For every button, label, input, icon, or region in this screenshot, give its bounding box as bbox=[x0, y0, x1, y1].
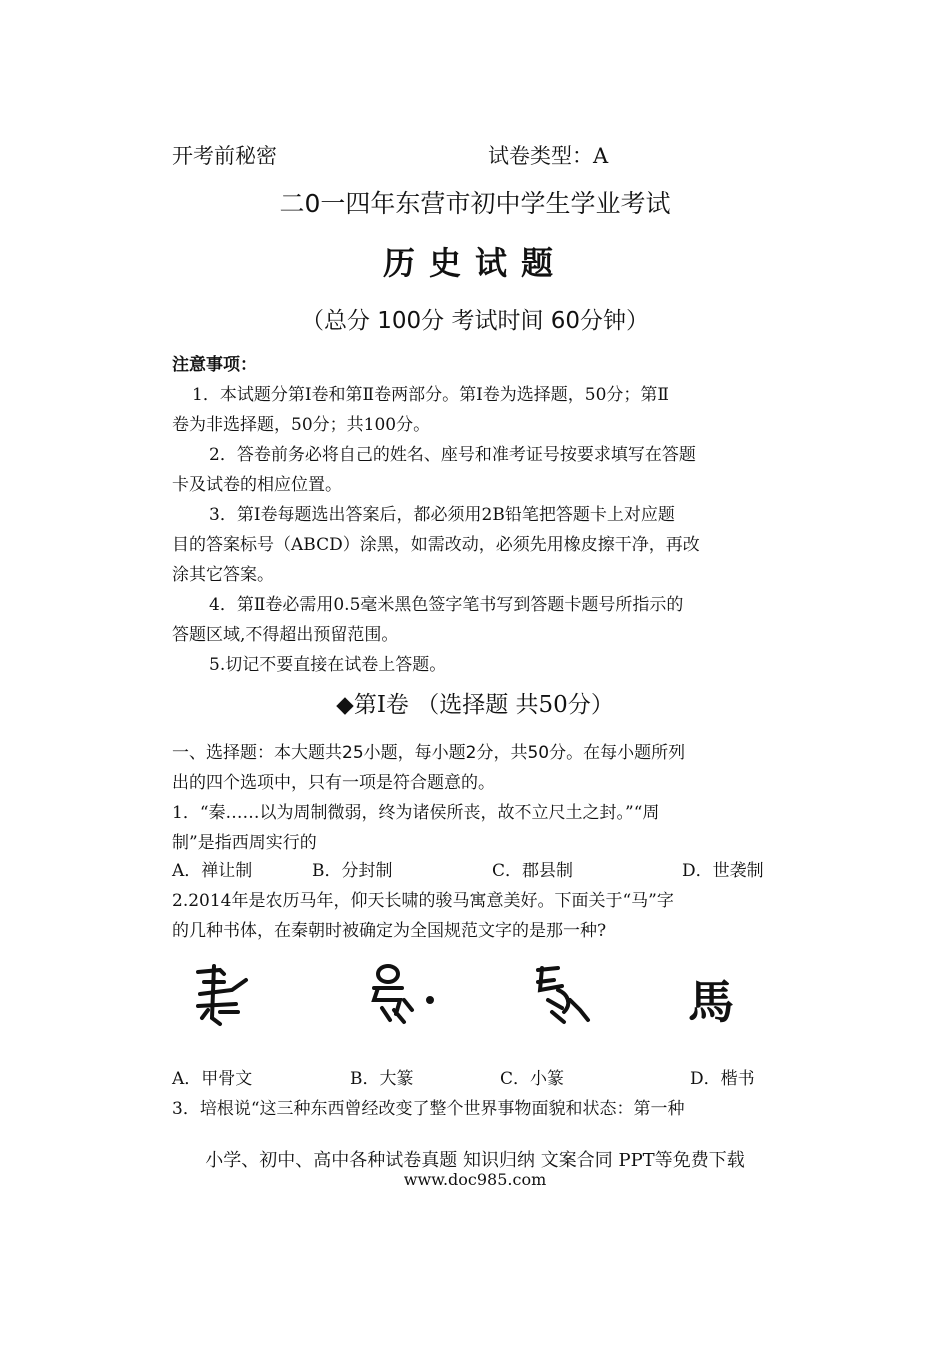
footer-url[interactable]: www.doc985.com bbox=[403, 1170, 547, 1189]
section-instructions: 出的四个选项中，只有一项是符合题意的。 bbox=[172, 773, 495, 793]
notice-line: 答题区域,不得超出预留范围。 bbox=[172, 625, 399, 645]
oracle-bone-horse-icon bbox=[190, 960, 270, 1030]
regular-script-horse-icon: 馬 bbox=[688, 975, 734, 1029]
option-a: A．禅让制 bbox=[172, 861, 253, 881]
notice-line: 1．本试题分第Ⅰ卷和第Ⅱ卷两部分。第Ⅰ卷为选择题，50分；第Ⅱ bbox=[192, 385, 669, 405]
notice-line: 涂其它答案。 bbox=[172, 565, 274, 585]
notice-title: 注意事项： bbox=[172, 355, 257, 375]
footer-ad: 小学、初中、高中各种试卷真题 知识归纳 文案合同 PPT等免费下载 bbox=[205, 1150, 745, 1171]
paper-type-label: 试卷类型：A bbox=[488, 144, 609, 168]
option-c: C．郡县制 bbox=[492, 861, 574, 881]
confidential-label: 开考前秘密 bbox=[172, 144, 277, 168]
question-stem: 1．“秦……以为周制微弱，终为诸侯所丧，故不立尺土之封。”“周 bbox=[172, 803, 660, 823]
section-instructions: 一、选择题：本大题共25小题，每小题2分，共50分。在每小题所列 bbox=[172, 743, 686, 763]
option-b: B．大篆 bbox=[350, 1069, 414, 1089]
option-a: A．甲骨文 bbox=[172, 1069, 253, 1089]
notice-line: 4．第Ⅱ卷必需用0.5毫米黑色签字笔书写到答题卡题号所指示的 bbox=[209, 595, 684, 615]
notice-line: 卡及试卷的相应位置。 bbox=[172, 475, 342, 495]
option-b: B．分封制 bbox=[312, 861, 393, 881]
notice-line: 5.切记不要直接在试卷上答题。 bbox=[209, 655, 447, 675]
score-time: （总分 100分 考试时间 60分钟） bbox=[300, 308, 650, 334]
notice-line: 卷为非选择题，50分；共100分。 bbox=[172, 415, 431, 435]
exam-title: 二0一四年东营市初中学生学业考试 bbox=[279, 189, 671, 218]
option-c: C．小篆 bbox=[500, 1069, 565, 1089]
question-stem: 的几种书体，在秦朝时被确定为全国规范文字的是那一种? bbox=[172, 921, 607, 941]
notice-line: 3．第Ⅰ卷每题选出答案后，都必须用2B铅笔把答题卡上对应题 bbox=[209, 505, 675, 525]
subject-title: 历史试题 bbox=[382, 244, 567, 282]
notice-line: 目的答案标号（ABCD）涂黑，如需改动，必须先用橡皮擦干净，再改 bbox=[172, 535, 700, 555]
question-stem: 制”是指西周实行的 bbox=[172, 833, 317, 853]
notice-line: 2．答卷前务必将自己的姓名、座号和准考证号按要求填写在答题 bbox=[209, 445, 696, 465]
question-stem: 3．培根说“这三种东西曾经改变了整个世界事物面貌和状态：第一种 bbox=[172, 1099, 685, 1119]
option-d: D．楷书 bbox=[690, 1069, 755, 1089]
small-seal-horse-icon bbox=[528, 960, 608, 1030]
section-heading: ◆第Ⅰ卷 （选择题 共50分） bbox=[336, 692, 614, 718]
option-d: D．世袭制 bbox=[682, 861, 764, 881]
bronze-script-horse-icon bbox=[360, 960, 440, 1030]
question-stem: 2.2014年是农历马年，仰天长啸的骏马寓意美好。下面关于“马”字 bbox=[172, 891, 674, 911]
